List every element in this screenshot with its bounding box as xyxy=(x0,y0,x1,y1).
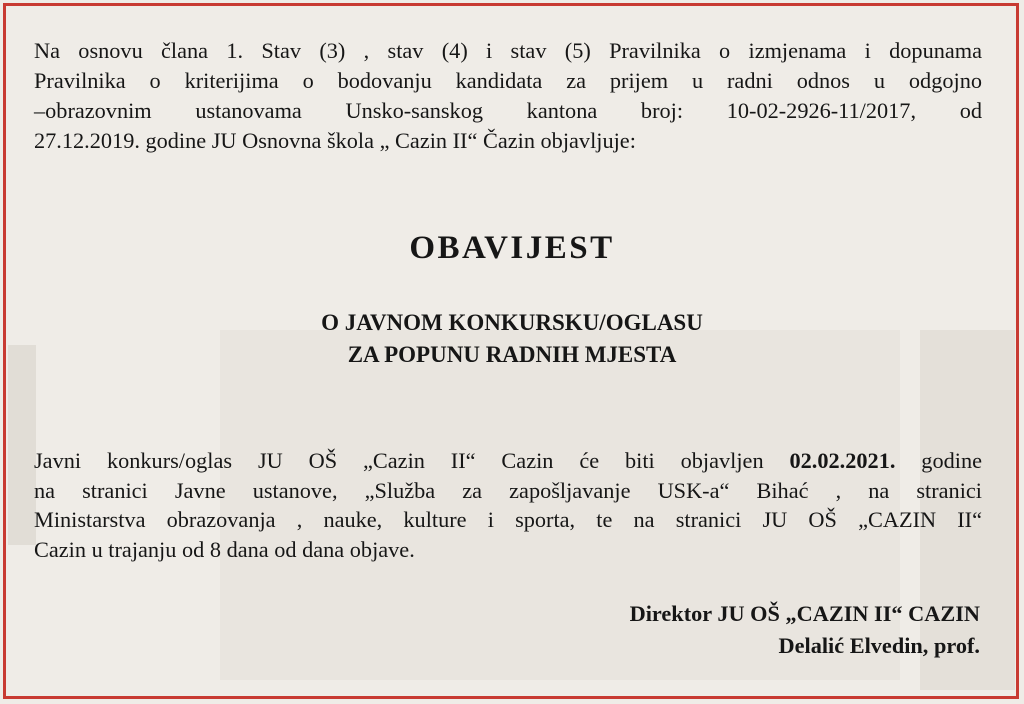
signature-name: Delalić Elvedin, prof. xyxy=(778,633,980,658)
subtitle-line: ZA POPUNU RADNIH MJESTA xyxy=(347,342,677,367)
intro-line: 27.12.2019. godine JU Osnovna škola „ Cazin II“ Čazin objavljuje: xyxy=(34,128,636,153)
subtitle-line: O JAVNOM KONKURSKU/OGLASU xyxy=(321,310,703,335)
notice-subtitle xyxy=(0,307,1024,371)
intro-line: Na osnovu člana 1. Stav (3) , stav (4) i stav (5) Pravilnika o izmjenama i dopunama xyxy=(34,38,982,63)
body-text: godine xyxy=(895,448,982,473)
body-line xyxy=(34,446,982,476)
intro-paragraph xyxy=(34,36,982,156)
body-text: Javni konkurs/oglas JU OŠ „Cazin II“ Cazin će biti objavljen xyxy=(34,448,790,473)
body-line: na stranici Javne ustanove, „Služba za zapošljavanje USK-a“ Bihać , na stranici xyxy=(34,477,982,503)
publication-date: 02.02.2021. xyxy=(789,448,896,473)
body-line: Ministarstva obrazovanja , nauke, kulture i sporta, te na stranici JU OŠ „CAZIN II“ xyxy=(34,507,982,532)
signature-block xyxy=(630,598,980,662)
intro-line: –obrazovnim ustanovama Unsko-sanskog kantona broj: 10-02-2926-11/2017, od xyxy=(34,98,982,123)
body-paragraph xyxy=(34,446,982,564)
notice-title: OBAVIJEST xyxy=(409,230,615,266)
intro-line: Pravilnika o kriterijima o bodovanju kandidata za prijem u radni odnos u odgojno xyxy=(34,68,982,93)
signature-title: Direktor JU OŠ „CAZIN II“ CAZIN xyxy=(629,601,980,626)
body-line: Cazin u trajanju od 8 dana od dana objave. xyxy=(34,536,415,562)
